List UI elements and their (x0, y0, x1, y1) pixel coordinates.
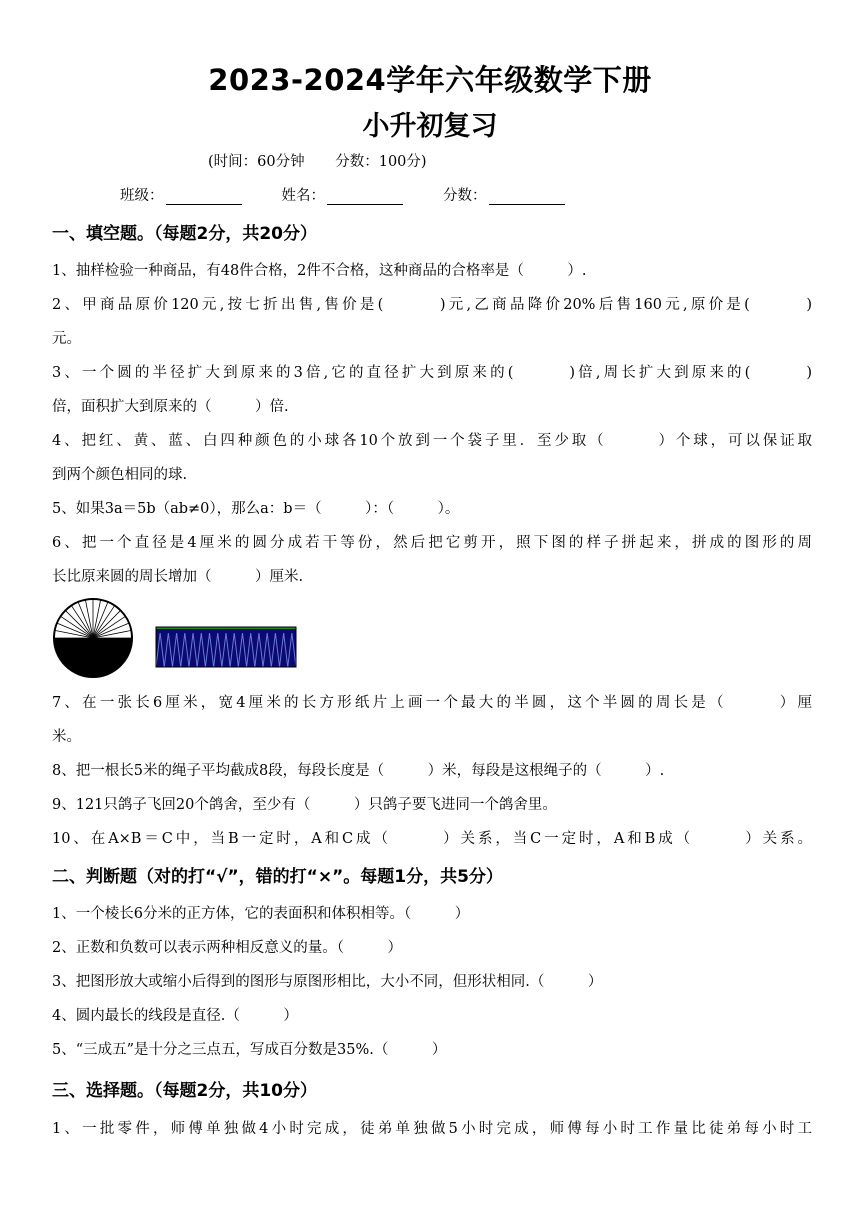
sector-line (65, 610, 93, 638)
section-true-false-heading: 二、判断题（对的打“√”，错的打“×”。每题1分，共5分） (52, 867, 503, 887)
divided-circle (54, 599, 132, 677)
section-choice-heading: 三、选择题。（每题2分，共10分） (52, 1081, 317, 1101)
class-field[interactable] (120, 184, 242, 205)
rearranged-strip (156, 627, 296, 667)
question-line: 1、一批零件，师傅单独做4小时完成，徒弟单独做5小时完成，师傅每小时工作量比徒弟每小时工 (52, 1121, 812, 1137)
score-field[interactable] (443, 184, 565, 205)
time-info: (时间：60分钟 (208, 154, 305, 170)
question-line: 6、把一个直径是4厘米的圆分成若干等份，然后把它剪开，照下图的样子拼起来，拼成的图形的周 (52, 535, 812, 551)
exam-subtitle: 小升初复习 (362, 111, 498, 142)
question-line: 4、把红、黄、蓝、白四种颜色的小球各10个放到一个袋子里．至少取（ ）个球，可以保证取 (52, 433, 812, 449)
question-line: 米。 (52, 729, 81, 745)
question-line: 元。 (52, 331, 81, 347)
question-line: 10、在A×B＝C中，当B一定时，A和C成（ ）关系，当C一定时，A和B成（ ）关系。 (52, 831, 812, 847)
question-line: 到两个颜色相同的球. (52, 467, 188, 483)
question-line: 7、在一张长6厘米，宽4厘米的长方形纸片上画一个最大的半圆，这个半圆的周长是（ ）厘 (52, 695, 812, 711)
question-line: 9、121只鸽子飞回20个鸽舍，至少有（ ）只鸽子要飞进同一个鸽舍里。 (52, 797, 557, 813)
question-line: 2、甲商品原价120元,按七折出售,售价是( )元,乙商品降价20%后售160元,原价是( ) (52, 297, 812, 313)
score-blank[interactable] (489, 189, 565, 205)
question-line: 1、一个棱长6分米的正方体，它的表面积和体积相等。（ ） (52, 906, 470, 922)
question-line: 4、圆内最长的线段是直径.（ ） (52, 1008, 298, 1024)
question-line: 5、“三成五”是十分之三点五，写成百分数是35%.（ ） (52, 1042, 447, 1058)
circle-lower-half (54, 638, 132, 677)
exam-meta (208, 150, 427, 171)
name-label: 姓名： (281, 188, 325, 204)
sector-line (93, 610, 121, 638)
class-label: 班级： (120, 188, 164, 204)
name-blank[interactable] (327, 189, 403, 205)
student-info (120, 184, 605, 205)
section-fill-blank-heading: 一、填空题。（每题2分，共20分） (52, 224, 317, 244)
question-line: 8、把一根长5米的绳子平均截成8段，每段长度是（ ）米，每段是这根绳子的（ ）. (52, 763, 665, 779)
question-line: 3、把图形放大或缩小后得到的图形与原图形相比，大小不同，但形状相同.（ ） (52, 974, 603, 990)
question-line: 5、如果3a＝5b（ab≠0），那么a：b＝（ ）：（ ）。 (52, 501, 460, 517)
question-line: 3、一个圆的半径扩大到原来的3倍,它的直径扩大到原来的( )倍,周长扩大到原来的( ) (52, 365, 812, 381)
class-blank[interactable] (166, 189, 242, 205)
circle-rearrange-figure (52, 597, 312, 685)
exam-title: 2023-2024学年六年级数学下册 (208, 63, 652, 97)
score-info: 分数：100分) (335, 154, 427, 170)
circle-figure-svg (52, 597, 312, 681)
question-line: 1、抽样检验一种商品，有48件合格，2件不合格，这种商品的合格率是（ ）. (52, 263, 587, 279)
name-field[interactable] (282, 184, 404, 205)
score-label: 分数： (443, 188, 487, 204)
question-line: 2、正数和负数可以表示两种相反意义的量。（ ） (52, 940, 402, 956)
question-line: 倍，面积扩大到原来的（ ）倍. (52, 399, 289, 415)
question-line: 长比原来圆的周长增加（ ）厘米. (52, 569, 304, 585)
